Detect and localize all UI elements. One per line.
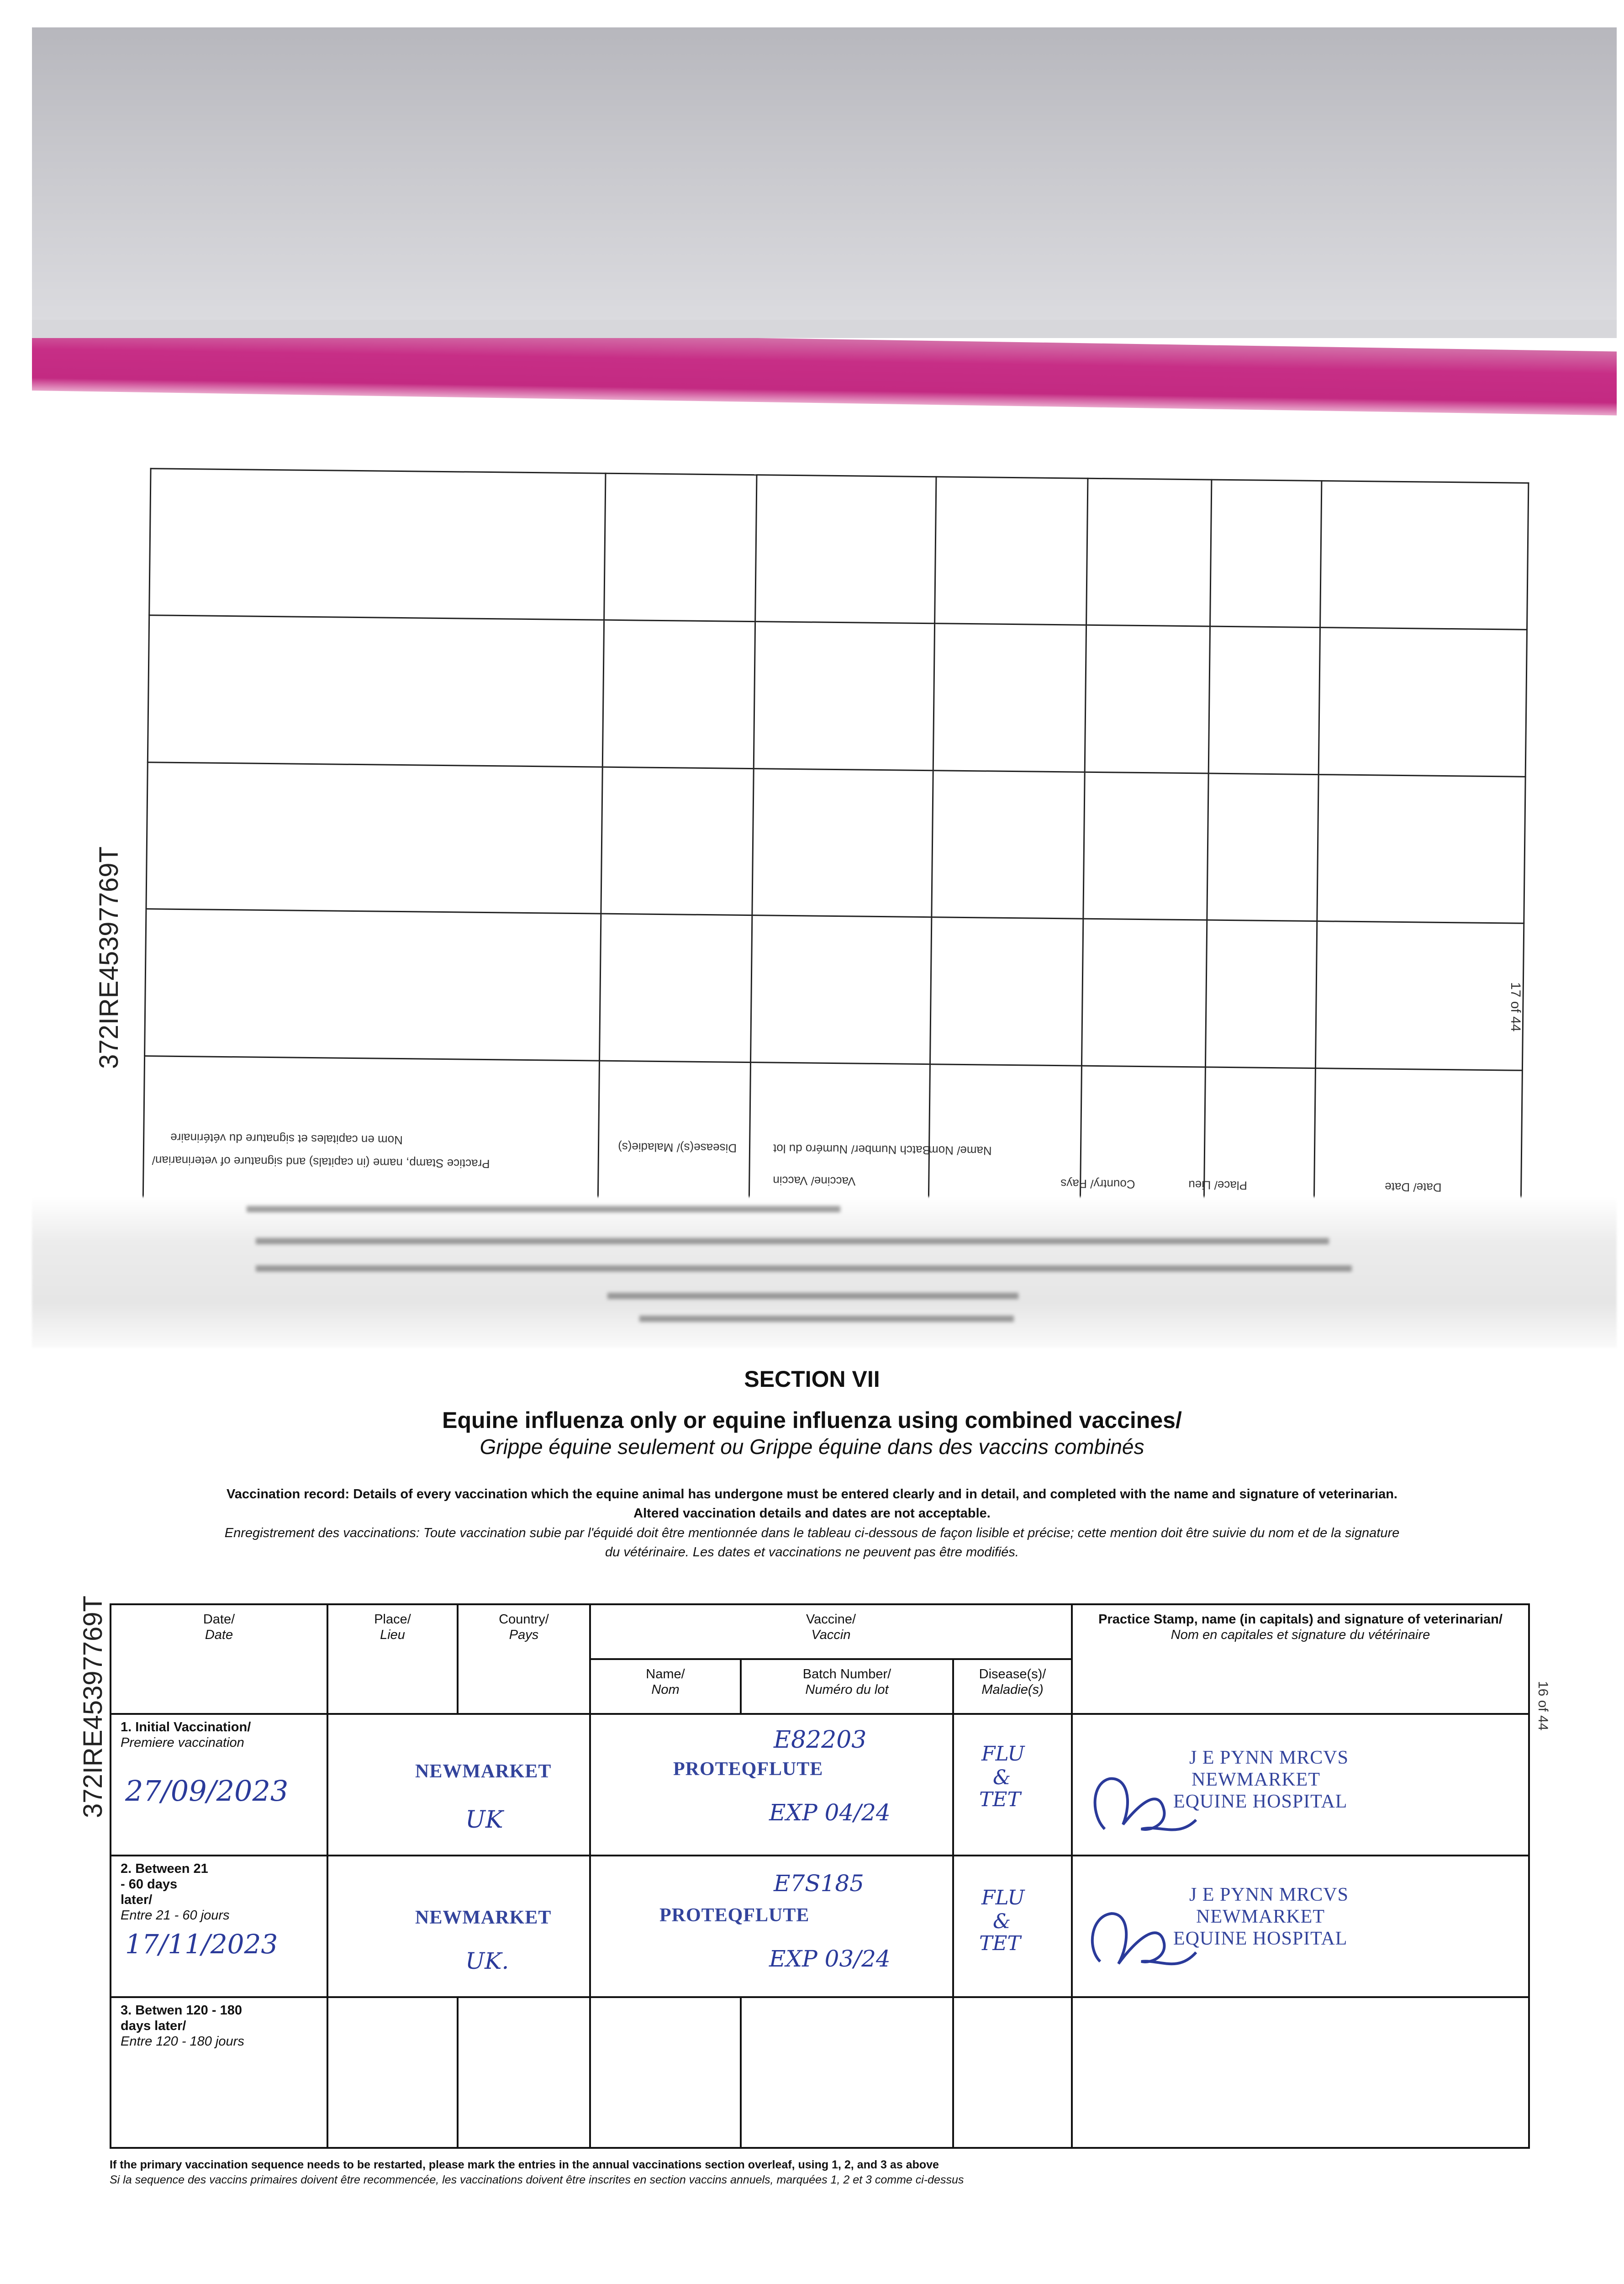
row1-vaccine-name: PROTEQFLUTE xyxy=(673,1759,823,1780)
row3-disease-cell[interactable] xyxy=(953,1997,1072,2148)
row2-country: UK. xyxy=(465,1948,509,1974)
intro-english: Vaccination record: Details of every vaccination which the equine animal has undergone must be entered clearly and in detail, and completed with the name and signature of veterinarian. xyxy=(227,1487,1397,1502)
row2-place: NEWMARKET xyxy=(415,1907,552,1928)
stamp-line: J E PYNN MRCVS xyxy=(1189,1884,1349,1905)
footnote-english: If the primary vaccination sequence needs to be restarted, please mark the entries in the annual vaccinations section overleaf, using 1, 2, and 3 as above xyxy=(110,2158,939,2171)
row2-date: 17/11/2023 xyxy=(125,1929,278,1960)
row2-place-country-cell[interactable] xyxy=(327,1856,590,1997)
row1-expiry: EXP 04/24 xyxy=(769,1799,891,1826)
row3-name-cell[interactable] xyxy=(590,1997,741,2148)
intro-english-2: Altered vaccination details and dates are not acceptable. xyxy=(633,1506,991,1521)
row1-batch: E82203 xyxy=(774,1726,867,1754)
signature-graphic xyxy=(1073,1733,1265,1852)
stamp-line: EQUINE HOSPITAL xyxy=(1173,1791,1348,1812)
header-vaccine: Vaccine/ Vaccin xyxy=(590,1604,1072,1659)
mirrored-date-header: Date/ Date xyxy=(1385,1180,1442,1195)
mirrored-place-header: Place/ Lieu xyxy=(1188,1178,1248,1193)
row1-place: NEWMARKET xyxy=(415,1761,552,1782)
header-date: Date/ Date xyxy=(111,1604,327,1714)
stamp-line: J E PYNN MRCVS xyxy=(1189,1747,1349,1768)
mirrored-vaccine-header: Vaccine/ Vaccin xyxy=(773,1174,856,1189)
row3-stamp-cell[interactable] xyxy=(1072,1997,1529,2148)
mirrored-stamp-header-fr: Nom en capitales et signature du vétérinaire xyxy=(170,1131,403,1147)
row1-date-cell[interactable]: 1. Initial Vaccination/ Premiere vaccination 27/09/2023 xyxy=(111,1714,327,1856)
header-disease: Disease(s)/ Maladie(s) xyxy=(953,1659,1072,1714)
signature-graphic xyxy=(1073,1870,1265,1989)
page-id-number: 372IRE45397769T xyxy=(78,1596,108,1818)
page-number: 16 of 44 xyxy=(1535,1681,1550,1731)
header-country: Country/ Pays xyxy=(458,1604,590,1714)
table-row xyxy=(111,1714,1529,1856)
header-place: Place/ Lieu xyxy=(327,1604,458,1714)
blurred-text-line xyxy=(256,1265,1352,1272)
row2-vaccine-name: PROTEQFLUTE xyxy=(659,1905,810,1926)
section-title: SECTION VII xyxy=(744,1366,880,1392)
heading-french: Grippe équine seulement ou Grippe équine dans des vaccins combinés xyxy=(480,1435,1144,1459)
intro-french-2: du vétérinaire. Les dates et vaccinations ne peuvent pas être modifiés. xyxy=(605,1545,1019,1560)
scanner-shadow-bottom xyxy=(32,320,1617,338)
row1-stamp-cell[interactable] xyxy=(1072,1714,1529,1856)
previous-page-number: 17 of 44 xyxy=(1508,982,1523,1032)
mirrored-stamp-header: Practice Stamp, name (in capitals) and signature of veterinarian/ xyxy=(152,1153,490,1171)
footnote-french: Si la sequence des vaccins primaires doivent être recommencée, les vaccinations doivent être inscrites en section vaccins annuels, marquées 1, 2 et 3 comme ci-dessus xyxy=(110,2173,964,2186)
row2-date-cell[interactable]: 2. Between 21 - 60 days later/ Entre 21 - 60 jours 17/11/2023 xyxy=(111,1856,327,1997)
scanner-shadow xyxy=(32,27,1617,329)
vaccination-record-table xyxy=(110,1603,1530,2149)
previous-page-id: 372IRE45397769T xyxy=(94,846,124,1069)
row2-name-batch-cell[interactable] xyxy=(590,1856,953,1997)
row3-country-cell[interactable] xyxy=(458,1997,590,2148)
row1-place-country-cell[interactable] xyxy=(327,1714,590,1856)
table-row xyxy=(111,1997,1529,2148)
row2-disease-cell[interactable]: FLU & TET xyxy=(953,1856,1072,1997)
header-batch: Batch Number/ Numéro du lot xyxy=(741,1659,953,1714)
blurred-fold xyxy=(32,1197,1617,1348)
header-name: Name/ Nom xyxy=(590,1659,741,1714)
stamp-line: EQUINE HOSPITAL xyxy=(1173,1928,1348,1949)
row1-name-batch-cell[interactable] xyxy=(590,1714,953,1856)
blurred-text-line xyxy=(639,1316,1014,1322)
header-stamp: Practice Stamp, name (in capitals) and signature of veterinarian/ Nom en capitales et signature du vétérinaire xyxy=(1072,1604,1529,1714)
blurred-text-line xyxy=(256,1238,1329,1244)
row1-country: UK xyxy=(465,1806,503,1834)
mirrored-vaccination-table xyxy=(142,468,1529,1222)
heading-english: Equine influenza only or equine influenza using combined vaccines/ xyxy=(442,1407,1182,1433)
row3-date-cell[interactable]: 3. Betwen 120 - 180 days later/ Entre 120 - 180 jours xyxy=(111,1997,327,2148)
mirrored-disease-header: Disease(s)/ Maladie(s) xyxy=(617,1140,737,1155)
row2-stamp-cell[interactable] xyxy=(1072,1856,1529,1997)
row3-batch-cell[interactable] xyxy=(741,1997,953,2148)
mirrored-name-header: Name/ Nom xyxy=(928,1143,992,1158)
blurred-text-line xyxy=(607,1293,1018,1299)
intro-french: Enregistrement des vaccinations: Toute vaccination subie par l'équidé doit être mentionnée dans le tableau ci-dessous de façon lisible et précise; cette mention doit être suivie du nom et de la signature xyxy=(224,1526,1400,1540)
stamp-line: NEWMARKET xyxy=(1196,1906,1325,1927)
blurred-text-line xyxy=(247,1206,840,1212)
row1-date: 27/09/2023 xyxy=(125,1774,289,1808)
table-row xyxy=(111,1856,1529,1997)
mirrored-batch-header: Batch Number/ Numéro du lot xyxy=(773,1142,931,1158)
stamp-line: NEWMARKET xyxy=(1192,1769,1320,1790)
row2-expiry: EXP 03/24 xyxy=(769,1946,891,1972)
row3-place-cell[interactable] xyxy=(327,1997,458,2148)
mirrored-country-header: Country/ Pays xyxy=(1060,1177,1135,1191)
passport-cover-edge xyxy=(32,327,1617,416)
row1-disease-cell[interactable]: FLU & TET xyxy=(953,1714,1072,1856)
row2-batch: E7S185 xyxy=(774,1870,864,1897)
